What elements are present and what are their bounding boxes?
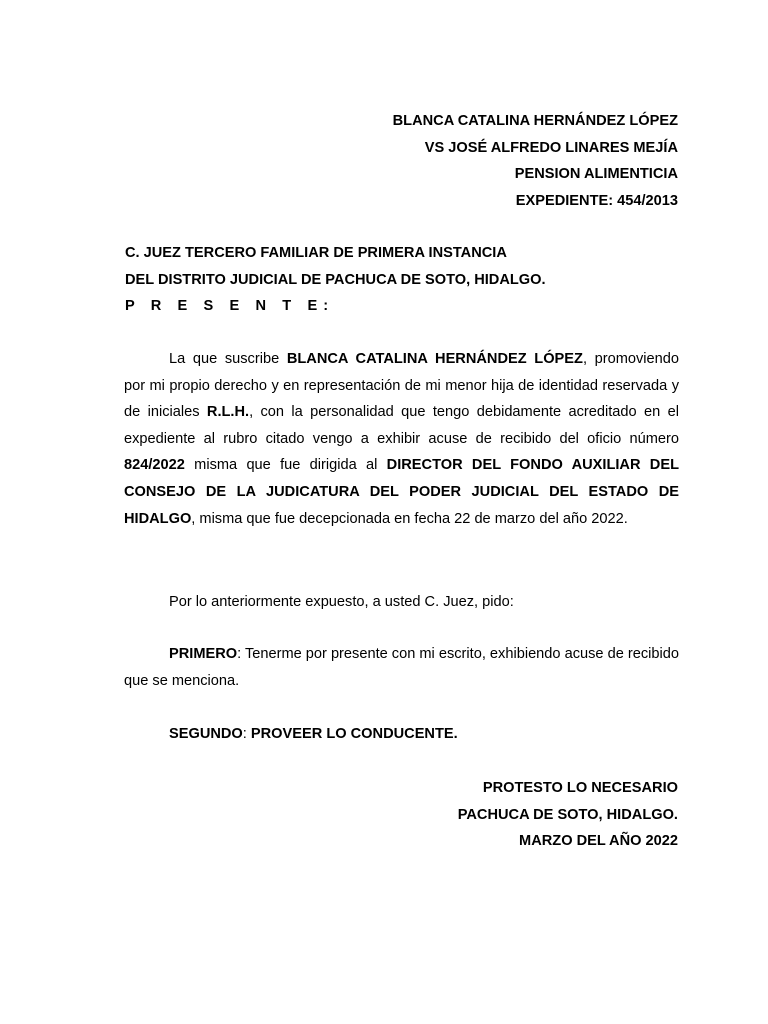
p3-text: : Tenerme por presente con mi escrito, exhibiendo acuse de recibido que se menciona. xyxy=(124,646,679,689)
p4-bold-segundo: SEGUNDO xyxy=(169,726,243,742)
p1-bold-initials: R.L.H. xyxy=(206,404,250,421)
body-paragraph-3 xyxy=(124,641,679,694)
case-parties-defendant: VS JOSÉ ALFREDO LINARES MEJÍA xyxy=(424,139,678,156)
p1-text-5: , misma que fue decepcionada en fecha 22 de marzo del año 2022. xyxy=(191,510,628,527)
body-paragraph-1 xyxy=(124,346,679,532)
case-file-number: EXPEDIENTE: 454/2013 xyxy=(515,192,678,209)
case-header xyxy=(393,108,678,214)
case-parties-plaintiff: BLANCA CATALINA HERNÁNDEZ LÓPEZ xyxy=(392,113,678,129)
body-paragraph-4 xyxy=(124,721,679,748)
addressee-block xyxy=(125,240,546,320)
p4-bold-request: PROVEER LO CONDUCENTE. xyxy=(250,726,458,742)
body-paragraph-2 xyxy=(124,589,679,616)
p1-text-4: misma que fue dirigida al xyxy=(184,457,387,474)
presente-salutation: P R E S E N T E: xyxy=(125,298,335,315)
closing-date: MARZO DEL AÑO 2022 xyxy=(519,833,678,850)
addressee-district: DEL DISTRITO JUDICIAL DE PACHUCA DE SOTO, HIDALGO. xyxy=(125,271,546,288)
p2-text: Por lo anteriormente expuesto, a usted C. Juez, pido: xyxy=(169,594,514,610)
p1-bold-name: BLANCA CATALINA HERNÁNDEZ LÓPEZ xyxy=(286,351,583,367)
p3-bold-primero: PRIMERO xyxy=(169,646,238,662)
p4-colon: : xyxy=(242,726,251,742)
p1-text-2: , promoviendo por mi propio derecho y en representación de mi menor hija de identidad reservada y de iniciales xyxy=(124,351,679,421)
p1-text-1: La que suscribe xyxy=(169,351,287,367)
addressee-judge: C. JUEZ TERCERO FAMILIAR DE PRIMERA INSTANCIA xyxy=(125,245,507,261)
p1-text-3: , con la personalidad que tengo debidamente acreditado en el expediente al rubro citado vengo a exhibir acuse de recibido del oficio número xyxy=(124,404,679,447)
case-type: PENSION ALIMENTICIA xyxy=(514,166,678,183)
p1-bold-office-number: 824/2022 xyxy=(124,457,185,474)
closing-place: PACHUCA DE SOTO, HIDALGO. xyxy=(457,806,678,823)
closing-block xyxy=(458,775,678,855)
closing-protesto: PROTESTO LO NECESARIO xyxy=(482,780,678,796)
p1-bold-recipient: DIRECTOR DEL FONDO AUXILIAR DEL CONSEJO DE LA JUDICATURA DEL PODER JUDICIAL DEL ESTADO DE HIDALGO xyxy=(124,457,679,527)
